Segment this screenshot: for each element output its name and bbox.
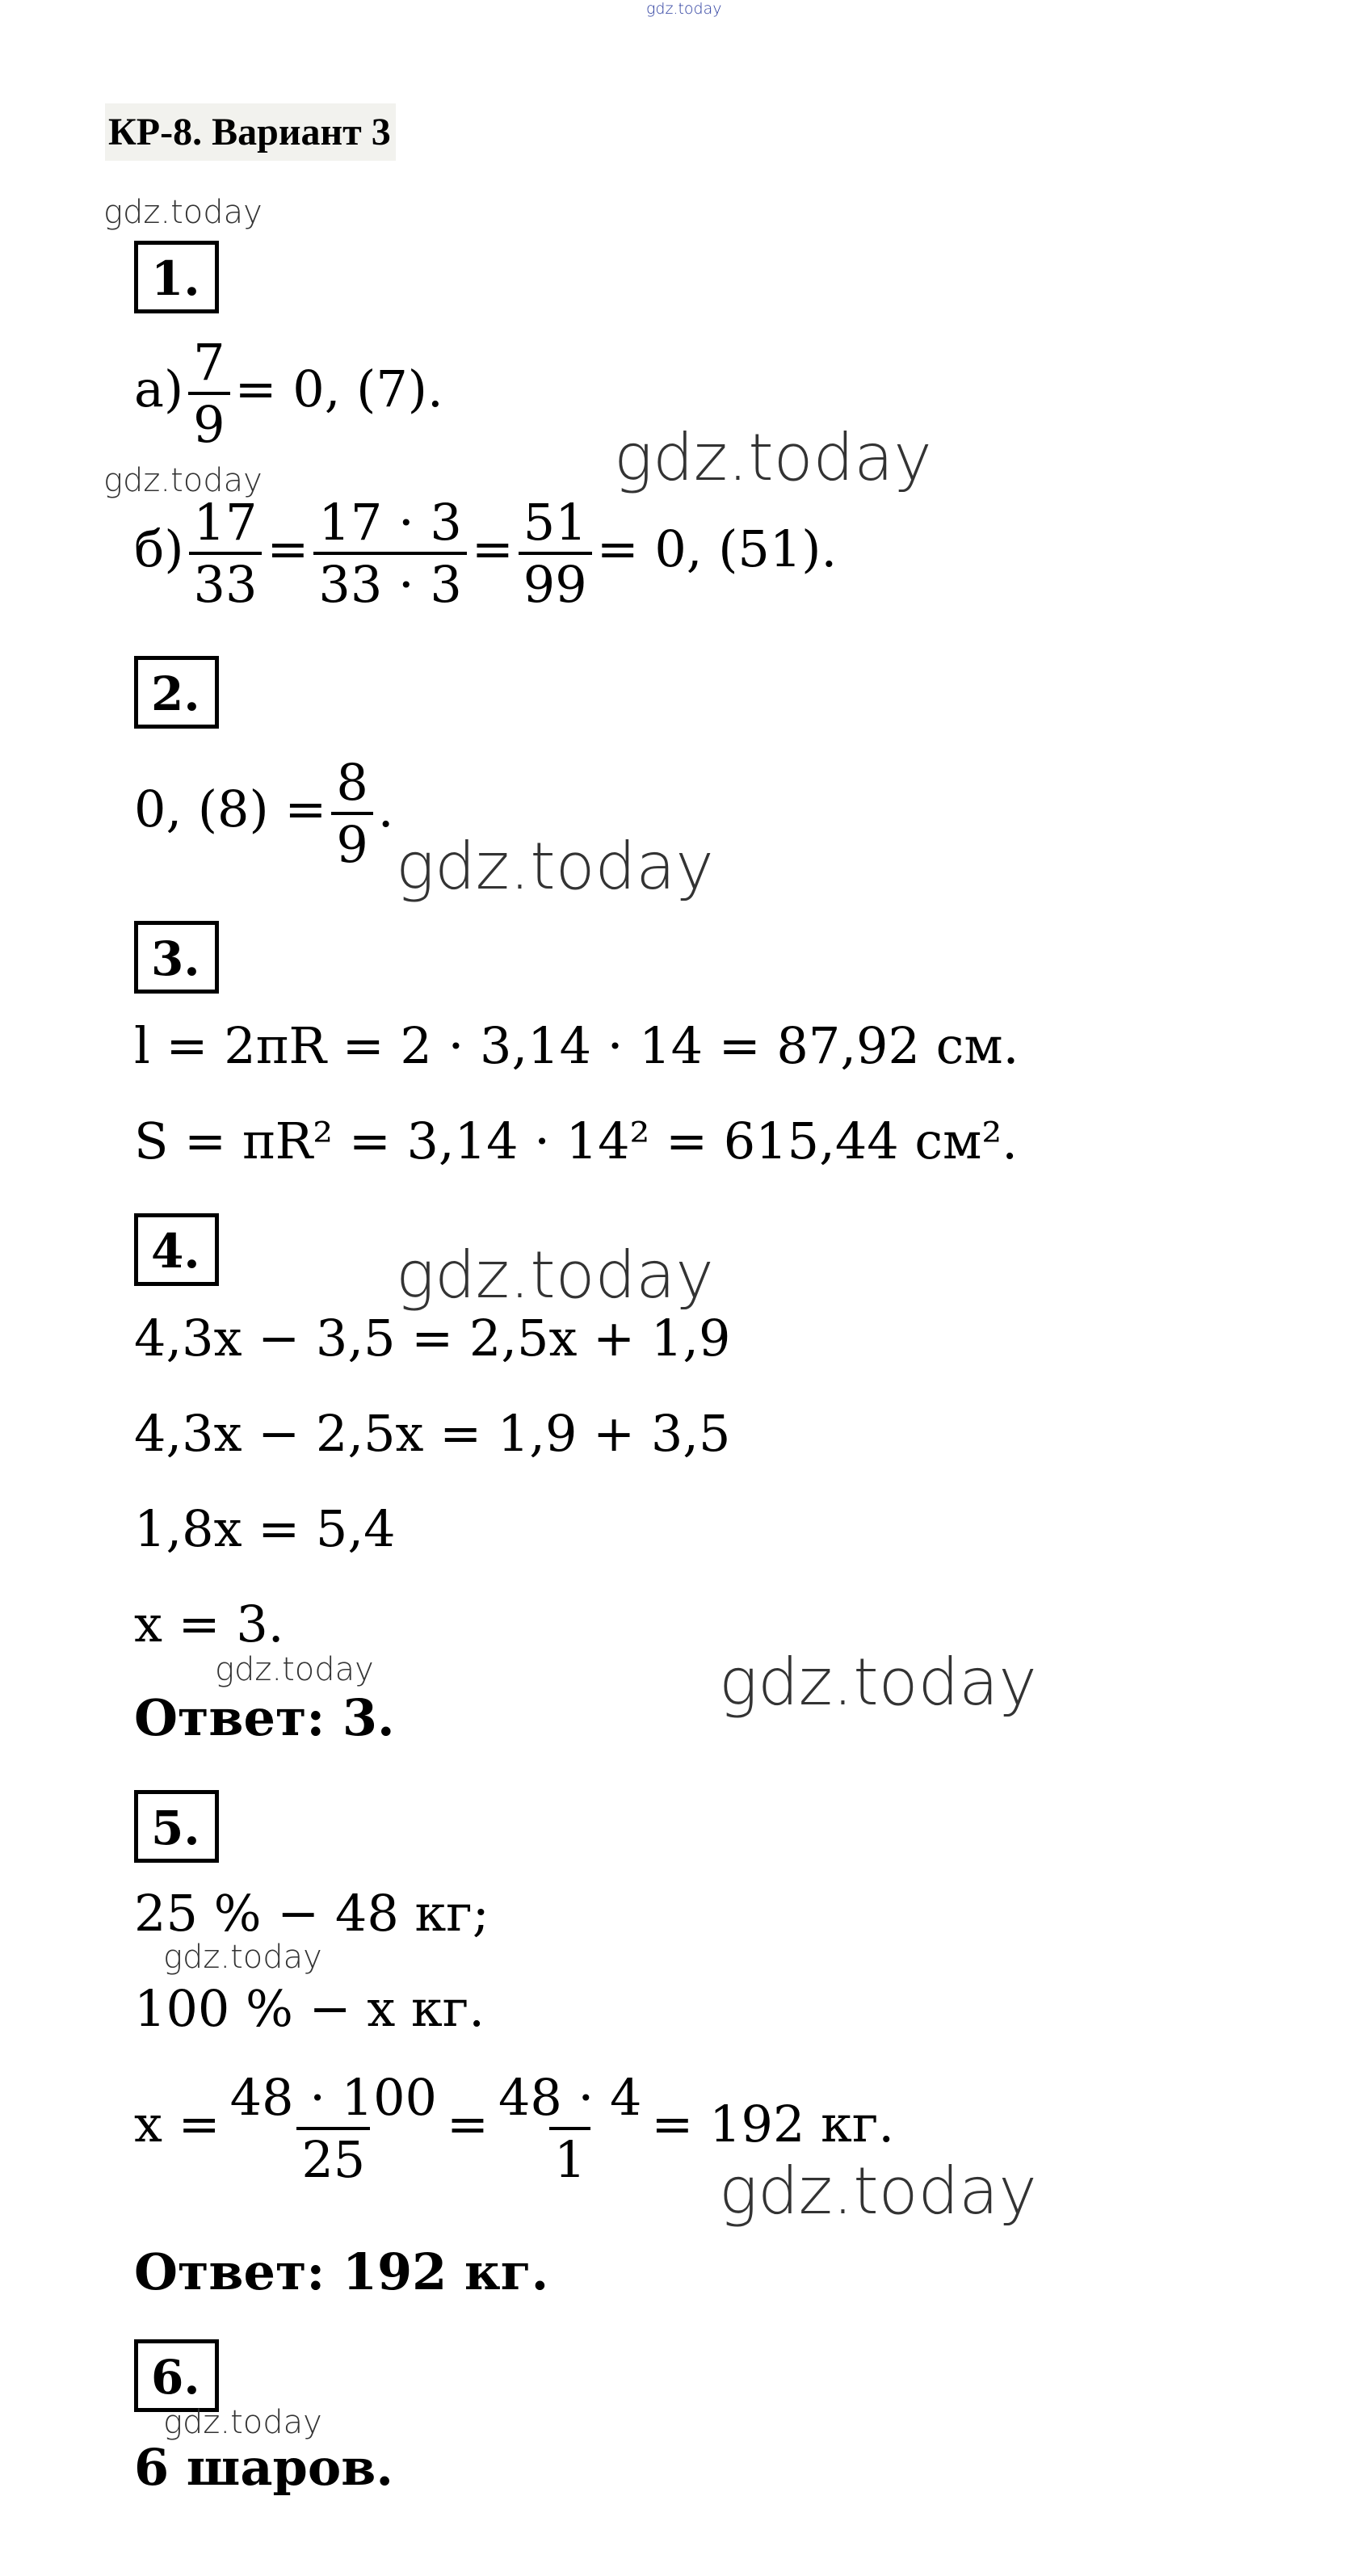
fraction bbox=[189, 493, 263, 614]
fraction bbox=[494, 2068, 646, 2189]
task4-line-2: 4,3x − 2,5x = 1,9 + 3,5 bbox=[134, 1404, 731, 1463]
task4-line-1: 4,3x − 3,5 = 2,5x + 1,9 bbox=[134, 1309, 731, 1368]
numerator: 48 · 4 bbox=[498, 2068, 642, 2127]
task6-answer: 6 шаров. bbox=[134, 2438, 393, 2497]
fraction bbox=[519, 493, 592, 614]
top-watermark: gdz.today bbox=[646, 0, 722, 18]
task2-tail: . bbox=[377, 780, 394, 839]
task1-b-prefix: б) bbox=[134, 519, 184, 579]
watermark: gdz.today bbox=[396, 829, 714, 904]
denominator: 1 bbox=[549, 2127, 590, 2189]
task-number-2: 2. bbox=[134, 656, 219, 729]
watermark: gdz.today bbox=[215, 1651, 374, 1688]
numerator: 7 bbox=[193, 333, 225, 392]
task-number-5: 5. bbox=[134, 1790, 219, 1863]
fraction bbox=[225, 2068, 442, 2189]
task-number-4: 4. bbox=[134, 1213, 219, 1286]
fraction bbox=[188, 333, 229, 454]
watermark: gdz.today bbox=[719, 1645, 1037, 1720]
task4-line-3: 1,8x = 5,4 bbox=[134, 1499, 396, 1558]
task5-answer: Ответ: 192 кг. bbox=[134, 2242, 549, 2301]
task5-calc-result: = 192 кг. bbox=[651, 2095, 895, 2154]
task4-line-4: x = 3. bbox=[134, 1595, 284, 1654]
task5-calc-lhs: x = bbox=[134, 2095, 221, 2154]
fraction bbox=[313, 493, 466, 614]
denominator: 33 bbox=[189, 552, 263, 614]
task5-line-1: 25 % − 48 кг; bbox=[134, 1884, 489, 1943]
denominator: 33 · 3 bbox=[313, 552, 466, 614]
task2-solution bbox=[134, 753, 394, 874]
watermark: gdz.today bbox=[719, 2154, 1037, 2229]
task3-line-1: l = 2πR = 2 · 3,14 · 14 = 87,92 см. bbox=[134, 1016, 1019, 1075]
watermark: gdz.today bbox=[103, 462, 263, 499]
task1-b-result: = 0, (51). bbox=[596, 519, 838, 579]
task1-a-result: = 0, (7). bbox=[234, 359, 443, 419]
watermark: gdz.today bbox=[614, 420, 932, 495]
denominator: 25 bbox=[296, 2127, 370, 2189]
numerator: 8 bbox=[336, 753, 368, 812]
task3-line-2: S = πR² = 3,14 · 14² = 615,44 см². bbox=[134, 1112, 1018, 1170]
task2-lhs: 0, (8) = bbox=[134, 780, 327, 839]
numerator: 48 · 100 bbox=[229, 2068, 437, 2127]
page-title: КР-8. Вариант 3 bbox=[105, 103, 396, 161]
numerator: 17 bbox=[193, 493, 258, 552]
task4-answer: Ответ: 3. bbox=[134, 1688, 395, 1747]
task1-part-a bbox=[134, 333, 443, 454]
denominator: 9 bbox=[188, 392, 229, 454]
task-number-3: 3. bbox=[134, 921, 219, 994]
fraction bbox=[331, 753, 372, 874]
watermark: gdz.today bbox=[103, 194, 263, 231]
watermark: gdz.today bbox=[163, 2404, 322, 2441]
denominator: 99 bbox=[519, 552, 592, 614]
task5-calculation: x = $\frac{48 \cdot 100}{25}$ = $\frac{48 \cdot 4}{1}$ = 192 кг. bbox=[134, 2068, 895, 2189]
task5-line-2: 100 % − x кг. bbox=[134, 1979, 485, 2038]
task-number-6: 6. bbox=[134, 2339, 219, 2412]
denominator: 9 bbox=[331, 812, 372, 874]
numerator: 51 bbox=[523, 493, 587, 552]
task1-part-b: б) $\frac{17}{33}$ = $\frac{17 \cdot 3}{33 \cdot 3}$ = $\frac{51}{99}$ = 0, (51). bbox=[134, 493, 838, 614]
numerator: 17 · 3 bbox=[318, 493, 462, 552]
task-number-1: 1. bbox=[134, 241, 219, 313]
task1-a-prefix: а) bbox=[134, 359, 184, 419]
watermark: gdz.today bbox=[396, 1238, 714, 1313]
watermark: gdz.today bbox=[163, 1939, 322, 1976]
